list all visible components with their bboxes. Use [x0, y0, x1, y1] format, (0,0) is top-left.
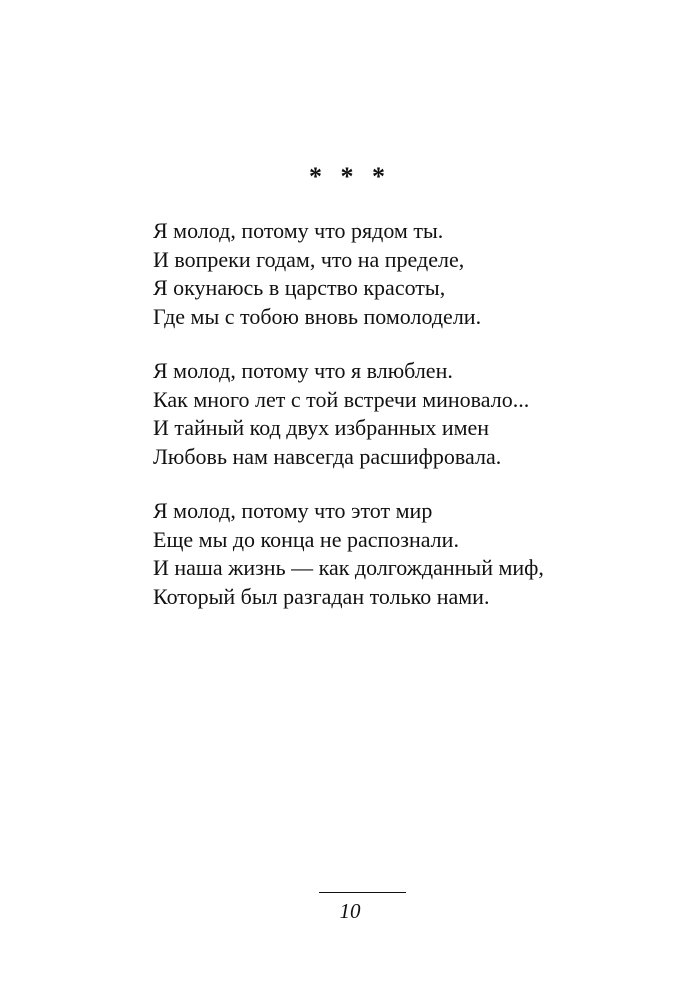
poem-line: Где мы с тобою вновь помолодели. [153, 303, 482, 329]
poem-line: Я молод, потому что рядом ты. [153, 218, 444, 243]
poem-line: Который был разгадан только нами. [153, 583, 490, 609]
poem-line: И наша жизнь — как долгожданный миф, [153, 555, 544, 580]
stanza-1 [153, 217, 673, 331]
footer-rule [319, 892, 406, 893]
poem-line: Я молод, потому что этот мир [153, 498, 433, 523]
poem-line: Как много лет с той встречи миновало... [153, 386, 530, 412]
poem-line: Я окунаюсь в царство красоты, [153, 275, 446, 300]
section-separator: * * * [309, 162, 391, 191]
poem-line: Еще мы до конца не распознали. [153, 526, 459, 552]
poem-line: И тайный код двух избранных имен [153, 415, 490, 440]
stanza-2 [153, 357, 673, 471]
poem-line: Я молод, потому что я влюблен. [153, 358, 453, 383]
page-number: 10 [339, 899, 361, 923]
stanza-3 [153, 497, 673, 611]
poem-line: Любовь нам навсегда расшифровала. [153, 443, 502, 469]
poem [153, 217, 673, 637]
poem-line: И вопреки годам, что на пределе, [153, 246, 465, 272]
